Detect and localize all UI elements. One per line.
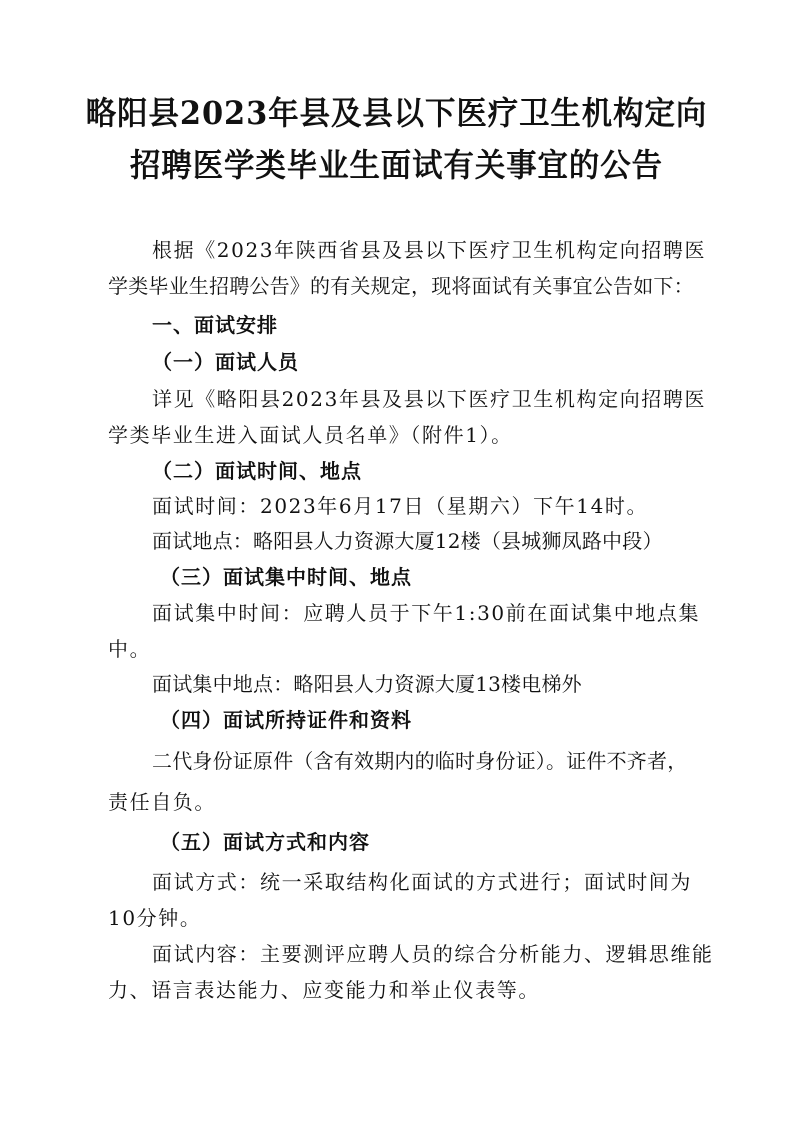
subsection-heading-method-content: （五）面试方式和内容: [160, 830, 370, 854]
interview-time-text: 面试时间：2023年6月17日（星期六）下午14时。: [152, 494, 649, 518]
assembly-place-text: 面试集中地点：略阳县人力资源大厦13楼电梯外: [152, 672, 582, 696]
intro-paragraph-line-1: 根据《2023年陕西省县及县以下医疗卫生机构定向招聘医: [152, 238, 707, 262]
content-paragraph-line-2: 力、语言表达能力、应变能力和举止仪表等。: [108, 978, 540, 1002]
candidates-paragraph-line-1: 详见《略阳县2023年县及县以下医疗卫生机构定向招聘医: [152, 387, 707, 411]
documents-paragraph-line-1: 二代身份证原件（含有效期内的临时身份证）。证件不齐者，: [152, 749, 688, 773]
method-paragraph-line-2: 10分钟。: [108, 906, 202, 930]
subsection-heading-candidates: （一）面试人员: [152, 350, 299, 374]
document-title-line-2: 招聘医学类毕业生面试有关事宜的公告: [130, 146, 663, 184]
document-title-line-1: 略阳县2023年县及县以下医疗卫生机构定向: [85, 94, 708, 132]
subsection-heading-time-place: （二）面试时间、地点: [152, 459, 362, 483]
subsection-heading-documents: （四）面试所持证件和资料: [160, 708, 412, 732]
documents-paragraph-line-2: 责任自负。: [108, 790, 216, 814]
content-paragraph-line-1: 面试内容：主要测评应聘人员的综合分析能力、逻辑思维能: [152, 942, 714, 966]
assembly-time-line-1: 面试集中时间：应聘人员于下午1:30前在面试集中地点集: [152, 601, 701, 625]
interview-place-text: 面试地点：略阳县人力资源大厦12楼（县城狮凤路中段）: [152, 529, 663, 553]
assembly-time-line-2: 中。: [108, 637, 152, 661]
subsection-heading-assembly: （三）面试集中时间、地点: [160, 565, 412, 589]
section-heading-arrangement: 一、面试安排: [152, 313, 278, 337]
candidates-paragraph-line-2: 学类毕业生进入面试人员名单》（附件1）。: [108, 423, 513, 447]
intro-paragraph-line-2: 学类毕业生招聘公告》的有关规定，现将面试有关事宜公告如下：: [108, 274, 694, 298]
method-paragraph-line-1: 面试方式：统一采取结构化面试的方式进行；面试时间为: [152, 870, 692, 894]
